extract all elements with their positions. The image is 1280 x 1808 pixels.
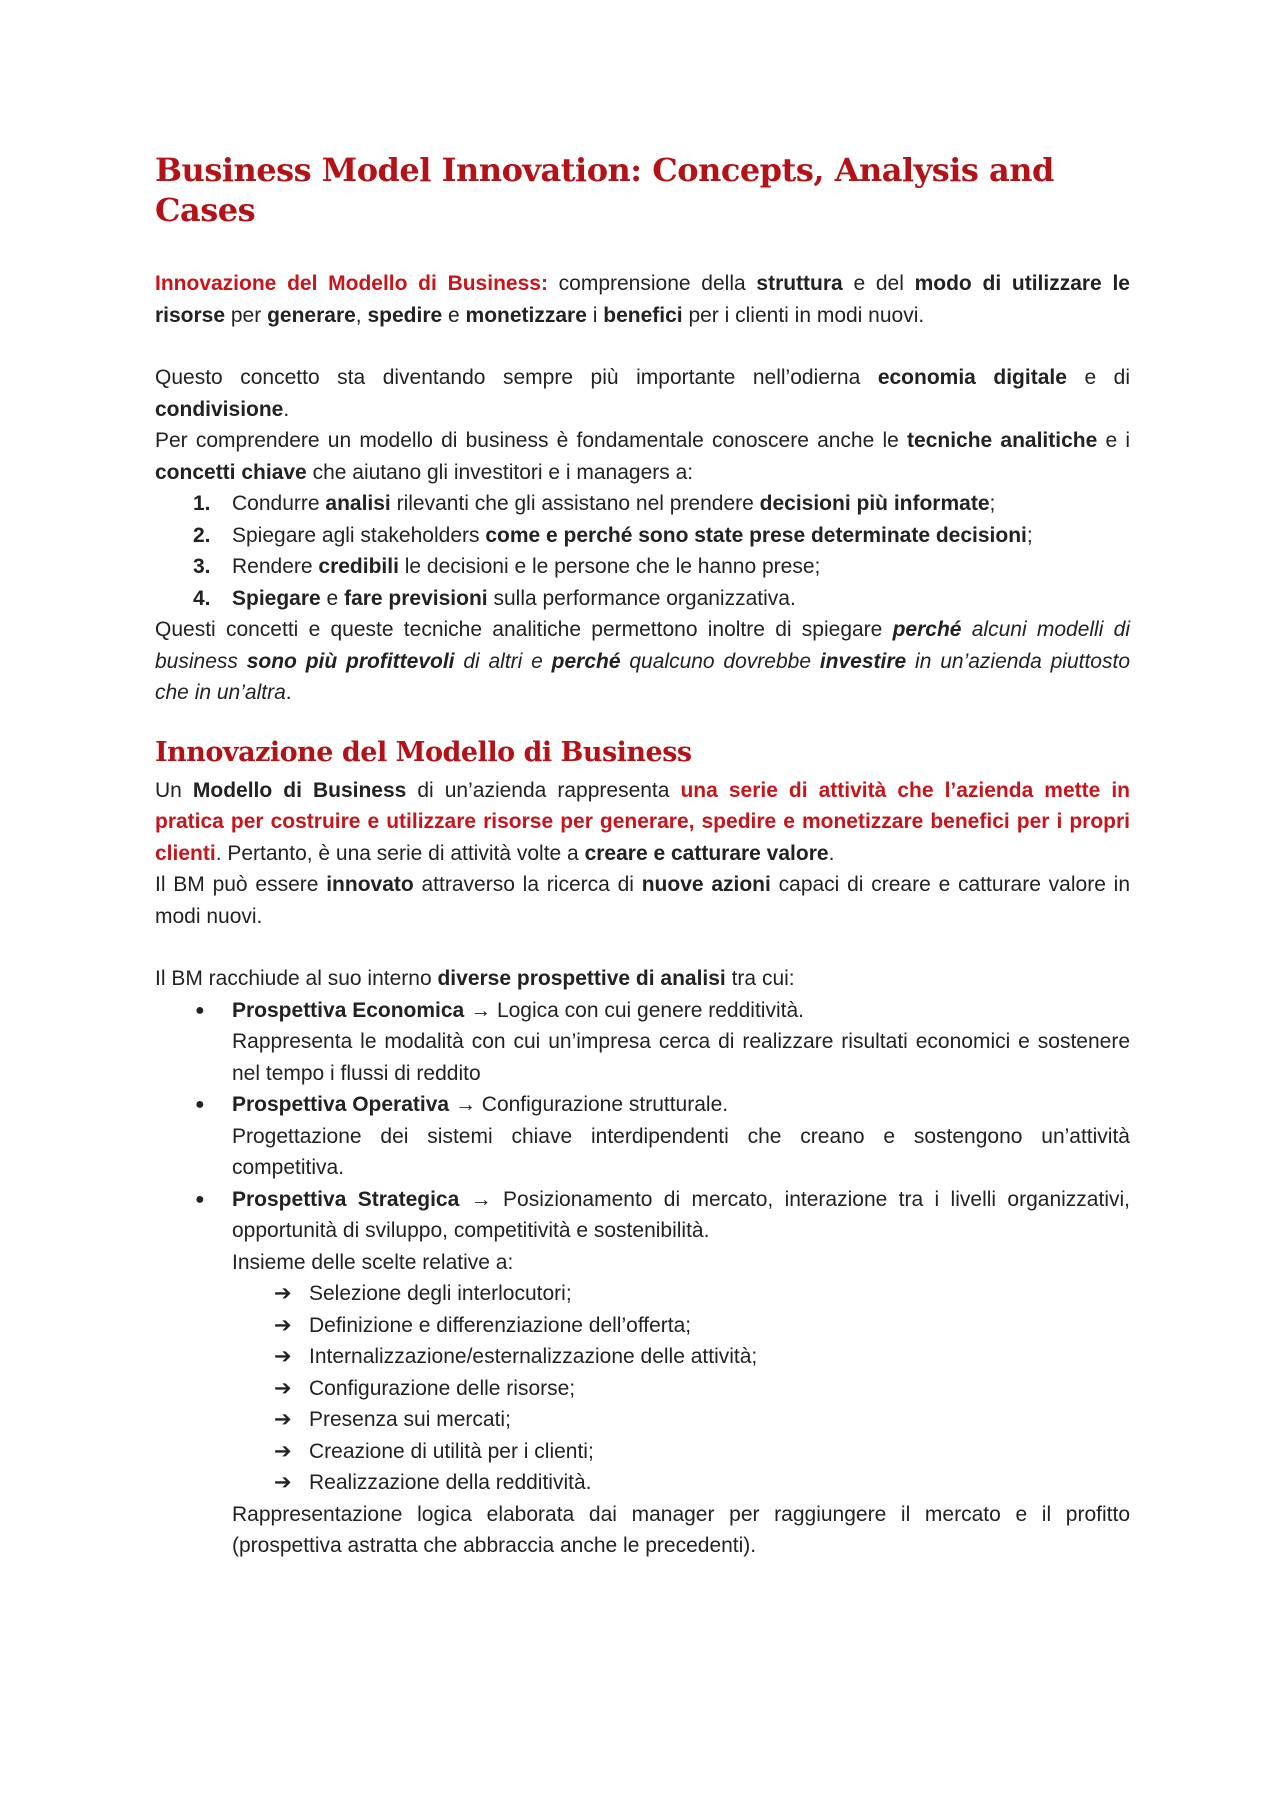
list-item: ➔ Creazione di utilità per i clienti; — [232, 1436, 1130, 1468]
concept-paragraph: Questo concetto sta diventando sempre più importante nell’odierna economia digitale e di condivisione. — [155, 366, 1130, 421]
list-item: ➔ Realizzazione della redditività. — [232, 1467, 1130, 1499]
closing-paragraph: Rappresentazione logica elaborata dai manager per raggiungere il mercato e il profitto (prospettiva astratta che abbraccia anche le precedenti). — [232, 1502, 1130, 1557]
arrow-right-icon: ➔ — [274, 1313, 292, 1337]
section-title: Innovazione del Modello di Business — [155, 736, 692, 768]
list-item: ● Prospettiva Operativa → Configurazione strutturale. Progettazione dei sistemi chiave interdipendenti che creano e sostengono un’attività competitiva. — [155, 1089, 1130, 1184]
list-item: ➔ Presenza sui mercati; — [232, 1404, 1130, 1436]
list-item: ➔ Internalizzazione/esternalizzazione delle attività; — [232, 1341, 1130, 1373]
bullet-icon: ● — [195, 1001, 205, 1019]
list-item: ● Prospettiva Economica → Logica con cui genere redditività. Rappresenta le modalità con cui un’impresa cerca di realizzare risultati economici e sostenere nel tempo i flussi di reddito — [155, 995, 1130, 1090]
list-item: ● Prospettiva Strategica → Posizionamento di mercato, interazione tra i livelli organizzativi, opportunità di sviluppo, competitività e sostenibilità. Insieme delle scelte relative a: — [155, 1184, 1130, 1279]
list-item: 3. Rendere credibili le decisioni e le persone che le hanno prese; — [193, 555, 821, 578]
list-item: ➔ Configurazione delle risorse; — [232, 1373, 1130, 1405]
list-item: 4. Spiegare e fare previsioni sulla performance organizzativa. — [193, 586, 796, 610]
page-title: Business Model Innovation: Concepts, Analysis and Cases — [155, 151, 1054, 229]
arrow-right-icon: ➔ — [274, 1408, 292, 1431]
list-item: 2. Spiegare agli stakeholders come e perché sono state prese determinate decisioni; — [193, 523, 1033, 547]
arrow-right-icon: ➔ — [274, 1471, 292, 1494]
understand-paragraph: Per comprendere un modello di business è fondamentale conoscere anche le tecniche analitiche e i concetti chiave che aiutano gli investitori e i managers a: — [155, 429, 1131, 484]
profit-paragraph: Questi concetti e queste tecniche analitiche permettono inoltre di spiegare perché alcuni modelli di business sono più profittevoli di altri e perché qualcuno dovrebbe investire in un’azienda piuttosto che in un’altra. — [155, 618, 1131, 704]
arrow-right-icon: ➔ — [274, 1439, 292, 1463]
arrow-right-icon: ➔ — [274, 1376, 292, 1400]
list-item: ➔ Selezione degli interlocutori; — [232, 1278, 1130, 1310]
choices-list — [155, 1278, 1130, 1499]
bullet-icon: ● — [195, 1096, 205, 1113]
perspectives-list — [155, 995, 1130, 1279]
bm-definition-paragraph: Un Modello di Business di un’azienda rappresenta una serie di attività che l’azienda mette in pratica per costruire e utilizzare risorse per generare, spedire e monetizzare benefici per i propri clienti. Pertanto, è una serie di attività volte a creare e catturare valore. — [155, 778, 1131, 865]
document-body — [155, 150, 1130, 1562]
arrow-right-icon: ➔ — [274, 1282, 292, 1305]
list-item: 1. Condurre analisi rilevanti che gli assistano nel prendere decisioni più informate; — [193, 492, 996, 515]
arrow-right-icon: ➔ — [274, 1345, 292, 1368]
steps-list — [155, 488, 1130, 614]
bm-innovation-paragraph: Il BM può essere innovato attraverso la ricerca di nuove azioni capaci di creare e catturare valore in modi nuovi. — [155, 873, 1131, 928]
bullet-icon: ● — [195, 1190, 205, 1208]
intro-paragraph: Innovazione del Modello di Business: comprensione della struttura e del modo di utilizzare le risorse per generare, spedire e monetizzare i benefici per i clienti in modi nuovi. — [155, 272, 1130, 327]
bm-perspectives-paragraph: Il BM racchiude al suo interno diverse prospettive di analisi tra cui: — [155, 967, 795, 990]
list-item: ➔ Definizione e differenziazione dell’offerta; — [232, 1310, 1130, 1342]
